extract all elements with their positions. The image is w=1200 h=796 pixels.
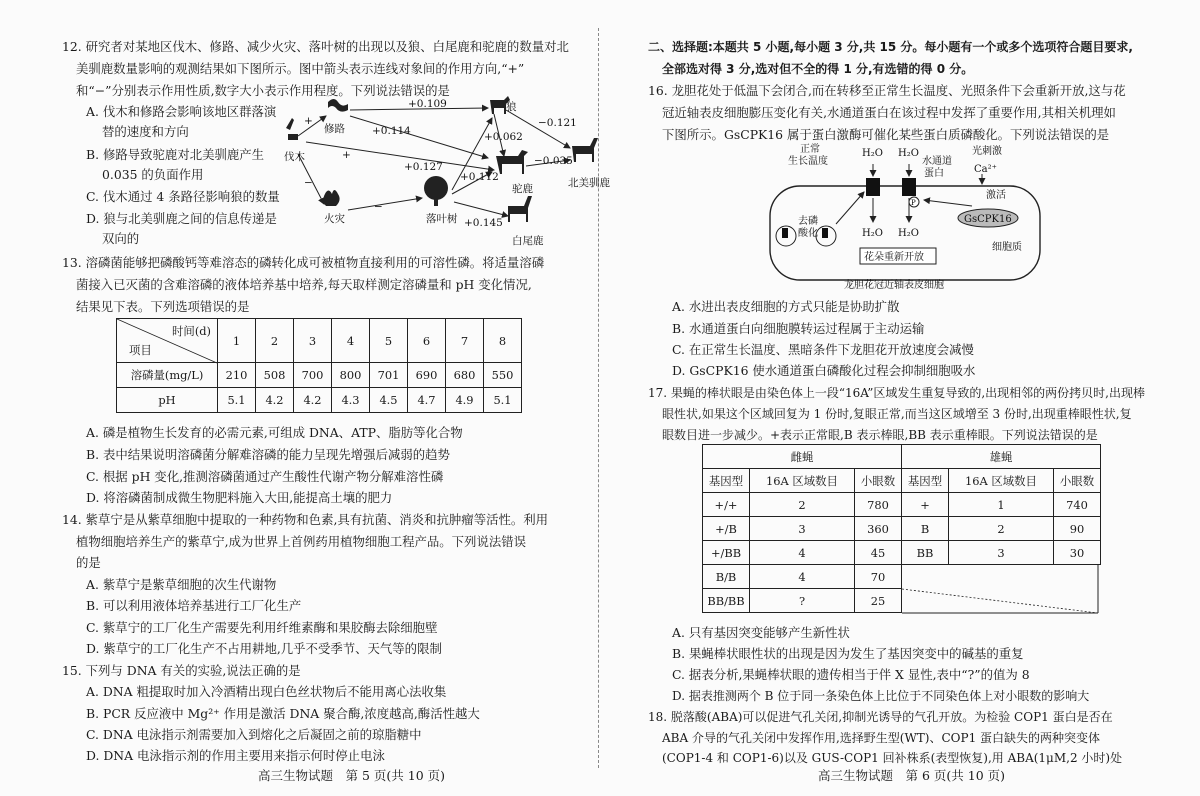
aquaporin-right <box>902 178 916 196</box>
q14-option-a: A. 紫草宁是紫草细胞的次生代谢物 <box>86 577 277 592</box>
dephos-label-1: 去磷 <box>798 216 818 227</box>
q13-header-row <box>117 319 522 363</box>
node-logging-label: 伐木 <box>284 151 305 163</box>
q17-cell: 4 <box>750 565 855 589</box>
q17-cell: 30 <box>1054 541 1101 565</box>
q13-cell: 700 <box>294 363 332 388</box>
q13-day-cell: 6 <box>408 319 446 363</box>
q16-option-c: C. 在正常生长温度、黑暗条件下龙胆花开放速度会减慢 <box>672 342 974 357</box>
aquaporin-left <box>866 178 880 196</box>
q17-cell: B/B <box>703 565 750 589</box>
page-5-footer: 高三生物试题 第 5 页(共 10 页) <box>258 768 446 783</box>
q13-option-d: D. 将溶磷菌制成微生物肥料施入大田,能提高土壤的肥力 <box>86 490 393 505</box>
q13-option-a: A. 磷是植物生长发育的必需元素,可组成 DNA、ATP、脂肪等化合物 <box>86 425 463 440</box>
q17-col-region: 16A 区域数目 <box>750 469 855 493</box>
q17-cell: 780 <box>855 493 902 517</box>
q16-option-d: D. GsCPK16 使水通道蛋白磷酸化过程会抑制细胞吸水 <box>672 363 976 378</box>
edge-deciduous-wolf: +0.127 <box>404 161 443 173</box>
q13-cell: 680 <box>446 363 484 388</box>
q13-cell: 5.1 <box>484 388 522 413</box>
aquaporin-label-1: 水通道 <box>922 156 952 167</box>
deciduous-tree-icon <box>424 176 448 200</box>
q17-stem-line-2: 眼性状,如果这个区域回复为 1 份时,复眼正常,而当这区域增至 3 份时,出现重棒眼性状,复 <box>662 407 1132 421</box>
q13-cell: 508 <box>256 363 294 388</box>
q13-day-cell: 7 <box>446 319 484 363</box>
water-bottom-left: H₂O <box>862 228 883 239</box>
q17-stem-line-3: 眼数目进一步减少。+表示正常眼,B 表示棒眼,BB 表示重棒眼。下列说法错误的是 <box>662 428 1098 442</box>
water-top-left: H₂O <box>862 148 883 159</box>
q16-stem-line-1: 16. 龙胆花处于低温下会闭合,而在转移至正常生长温度、光照条件下会重新开放,这与花 <box>648 83 1126 98</box>
q17-cell: 740 <box>1054 493 1101 517</box>
q13-cell: 210 <box>218 363 256 388</box>
edge-logging-fire-sign: − <box>304 177 313 189</box>
logging-icon <box>286 118 298 140</box>
normal-temp-label-1: 正常 <box>800 144 820 155</box>
q15-option-c: C. DNA 电泳指示剂需要加入到熔化之后凝固之前的琼脂糖中 <box>86 727 422 742</box>
q13-day-cell: 2 <box>256 319 294 363</box>
node-caribou-label: 北美驯鹿 <box>568 177 610 189</box>
q13-cell: 690 <box>408 363 446 388</box>
deer-icon <box>508 196 532 222</box>
q13-stem-line-1: 13. 溶磷菌能够把磷酸钙等难溶态的磷转化成可被植物直接利用的可溶性磷。将适量溶磷 <box>62 255 545 270</box>
edge-road-moose: +0.114 <box>372 125 411 137</box>
dephos-label-2: 酸化 <box>798 228 818 239</box>
q17-cell: B <box>902 517 949 541</box>
edge-logging-moose-sign: + <box>342 149 351 161</box>
q17-cell: + <box>902 493 949 517</box>
q15-stem-line-1: 15. 下列与 DNA 有关的实验,说法正确的是 <box>62 663 301 678</box>
q17-col-eyes: 小眼数 <box>855 469 902 493</box>
q12-option-a: A. 伐木和修路会影响该地区群落演 <box>86 104 277 119</box>
q17-cell: 70 <box>855 565 902 589</box>
q17-option-a: A. 只有基因突变能够产生新性状 <box>672 625 850 640</box>
calcium-label: Ca²⁺ <box>974 164 997 175</box>
q17-cell: +/+ <box>703 493 750 517</box>
reopen-label: 花朵重新开放 <box>864 252 924 263</box>
q13-cell: 4.9 <box>446 388 484 413</box>
q12-option-d-cont: 双向的 <box>102 231 140 246</box>
q17-option-c: C. 据表分析,果蝇棒状眼的遗传相当于伴 X 显性,表中“?”的值为 8 <box>672 667 1030 682</box>
q16-option-b: B. 水通道蛋白向细胞膜转运过程属于主动运输 <box>672 321 925 336</box>
node-moose-label: 驼鹿 <box>512 183 533 195</box>
q12-option-b-cont: 0.035 的负面作用 <box>102 167 204 182</box>
q17-cell: ? <box>750 589 855 613</box>
cell-label: 龙胆花冠近轴表皮细胞 <box>844 280 944 291</box>
q14-stem-line-1: 14. 紫草宁是从紫草细胞中提取的一种药物和色素,具有抗菌、消炎和抗肿瘤等活性。利用 <box>62 512 549 527</box>
q14-option-b: B. 可以利用液体培养基进行工厂化生产 <box>86 598 302 613</box>
edge-fire-deciduous-sign: − <box>374 201 383 213</box>
q13-option-b: B. 表中结果说明溶磷菌分解难溶磷的能力呈现先增强后减弱的趋势 <box>86 447 450 462</box>
q17-cell: 2 <box>949 517 1054 541</box>
normal-temp-label-2: 生长温度 <box>788 156 828 167</box>
q13-cell: 4.2 <box>256 388 294 413</box>
q17-stem-line-1: 17. 果蝇的棒状眼是由染色体上一段“16A”区域发生重复导致的,出现相邻的两份拷贝时,出现棒 <box>648 386 1145 400</box>
section-2-heading-line-1: 二、选择题:本题共 5 小题,每小题 3 分,共 15 分。每小题有一个或多个选项符合题目要求, <box>648 40 1133 54</box>
activate-label: 激活 <box>986 190 1006 201</box>
q17-cell: +/B <box>703 517 750 541</box>
q12-stem-line-2: 美驯鹿数量影响的观测结果如下图所示。图中箭头表示连线对象间的作用方向,“+” <box>76 61 525 76</box>
q17-cell: BB <box>902 541 949 565</box>
q16-stem-line-3: 下图所示。GsCPK16 属于蛋白激酶可催化某些蛋白质磷酸化。下列说法错误的是 <box>662 127 1110 142</box>
q17-option-b: B. 果蝇棒状眼性状的出现是因为发生了基因突变中的碱基的重复 <box>672 646 1024 661</box>
q17-row <box>703 541 1101 565</box>
q16-mechanism-diagram <box>766 140 1046 292</box>
q17-female-header: 雌蝇 <box>703 445 902 469</box>
q15-option-a: A. DNA 粗提取时加入冷酒精出现白色丝状物后不能用离心法收集 <box>86 684 447 699</box>
q13-cell: 550 <box>484 363 522 388</box>
q17-option-d: D. 据表推测两个 B 位于同一条染色体上比位于不同染色体上对小眼数的影响大 <box>672 689 1090 703</box>
node-road-label: 修路 <box>324 123 345 135</box>
q15-option-b: B. PCR 反应液中 Mg²⁺ 作用是激活 DNA 聚合酶,浓度越高,酶活性越大 <box>86 706 480 721</box>
q17-sex-row <box>703 445 1101 469</box>
q13-row-phosphorus <box>117 363 522 388</box>
q13-row-ph <box>117 388 522 413</box>
q18-stem-line-1: 18. 脱落酸(ABA)可以促进气孔关闭,抑制光诱导的气孔开放。为检验 COP1 蛋白是否在 <box>648 710 1113 724</box>
caribou-icon <box>572 138 598 162</box>
q17-genotype-table <box>702 444 1101 613</box>
q13-day-cell: 4 <box>332 319 370 363</box>
q13-option-c: C. 根据 pH 变化,推测溶磷菌通过产生酸性代谢产物分解难溶性磷 <box>86 469 444 484</box>
q17-cell: 25 <box>855 589 902 613</box>
q14-stem-line-3: 的是 <box>76 555 101 570</box>
q17-blank-cell <box>902 565 1101 613</box>
q17-cell: 3 <box>750 517 855 541</box>
q13-cell: 701 <box>370 363 408 388</box>
q17-col-genotype: 基因型 <box>902 469 949 493</box>
q17-row <box>703 517 1101 541</box>
q13-cell: 4.5 <box>370 388 408 413</box>
q14-option-d: D. 紫草宁的工厂化生产不占用耕地,几乎不受季节、天气等的限制 <box>86 641 442 656</box>
section-2-heading-line-2: 全部选对得 3 分,选对但不全的得 1 分,有选错的得 0 分。 <box>662 62 974 76</box>
q13-cell: 800 <box>332 363 370 388</box>
q13-stem-line-3: 结果见下表。下列选项错误的是 <box>76 299 250 314</box>
q18-stem-line-3: (COP1-4 和 COP1-6)以及 GUS-COP1 回补株系(表型恢复),用 ABA(1μM,2 小时)处 <box>662 751 1123 765</box>
edge-deciduous-deer: +0.145 <box>464 217 503 229</box>
node-deciduous-label: 落叶树 <box>426 213 458 225</box>
q17-row <box>703 565 1101 589</box>
q17-col-eyes: 小眼数 <box>1054 469 1101 493</box>
q13-cell: 5.1 <box>218 388 256 413</box>
fire-icon <box>323 190 339 206</box>
q13-cell: 4.2 <box>294 388 332 413</box>
q13-stem-line-2: 菌接入已灭菌的含难溶磷的液体培养基中培养,每天取样测定溶磷量和 pH 变化情况, <box>76 277 532 292</box>
gscpk16-label: GsCPK16 <box>964 214 1012 225</box>
q12-stem-line-1: 12. 研究者对某地区伐木、修路、减少火灾、落叶树的出现以及狼、白尾鹿和驼鹿的数量对北 <box>62 39 569 54</box>
water-top-right: H₂O <box>898 148 919 159</box>
node-fire-label: 火灾 <box>324 213 345 225</box>
q12-option-c: C. 伐木通过 4 条路径影响狼的数量 <box>86 189 280 204</box>
edge-wolf-moose: +0.062 <box>484 131 523 143</box>
q12-ecology-diagram <box>284 98 610 250</box>
q12-stem-line-3: 和“−”分别表示作用性质,数字大小表示作用程度。下列说法错误的是 <box>76 83 450 98</box>
q17-cell: 1 <box>949 493 1054 517</box>
q13-header-item: 项目 <box>129 343 152 357</box>
q13-day-cell: 5 <box>370 319 408 363</box>
q17-row <box>703 493 1101 517</box>
q17-col-region: 16A 区域数目 <box>949 469 1054 493</box>
q17-cell: 90 <box>1054 517 1101 541</box>
edge-moose-caribou: −0.035 <box>534 155 573 167</box>
q13-cell: 4.7 <box>408 388 446 413</box>
q12-option-b: B. 修路导致驼鹿对北美驯鹿产生 <box>86 147 265 162</box>
q13-row-label: pH <box>117 388 218 413</box>
q16-option-a: A. 水进出表皮细胞的方式只能是协助扩散 <box>672 299 900 314</box>
q14-option-c: C. 紫草宁的工厂化生产需要先利用纤维素酶和果胶酶去除细胞壁 <box>86 620 438 635</box>
q12-option-d: D. 狼与北美驯鹿之间的信息传递是 <box>86 211 277 226</box>
light-label: 光刺激 <box>972 146 1002 157</box>
q13-header-time: 时间(d) <box>172 324 211 338</box>
phosphate-label: P <box>911 199 916 207</box>
q17-col-header-row <box>703 469 1101 493</box>
q13-corner-cell <box>117 319 218 363</box>
q17-cell: 3 <box>949 541 1054 565</box>
q14-stem-line-2: 植物细胞培养生产的紫草宁,成为世界上首例药用植物细胞工程产品。下列说法错误 <box>76 534 527 549</box>
moose-icon <box>496 150 528 174</box>
q17-cell: 360 <box>855 517 902 541</box>
q13-day-cell: 1 <box>218 319 256 363</box>
q17-cell: +/BB <box>703 541 750 565</box>
q13-data-table <box>116 318 522 413</box>
water-bottom-right: H₂O <box>898 228 919 239</box>
q18-stem-line-2: ABA 介导的气孔关闭中发挥作用,选择野生型(WT)、COP1 蛋白缺失的两种突变体 <box>662 731 1101 745</box>
edge-deciduous-moose: +0.112 <box>460 171 499 183</box>
q17-cell: 45 <box>855 541 902 565</box>
edge-road-wolf: +0.109 <box>408 98 447 110</box>
q17-cell: 2 <box>750 493 855 517</box>
q13-day-cell: 3 <box>294 319 332 363</box>
page-6-footer: 高三生物试题 第 6 页(共 10 页) <box>818 768 1006 783</box>
q13-day-cell: 8 <box>484 319 522 363</box>
q16-stem-line-2: 冠近轴表皮细胞膨压变化有关,水通道蛋白在该过程中发挥了重要作用,其相关机理如 <box>662 105 1116 120</box>
edge-logging-road-sign: + <box>304 115 313 127</box>
q15-option-d: D. DNA 电泳指示剂的作用主要用来指示何时停止电泳 <box>86 748 385 763</box>
aquaporin-label-2: 蛋白 <box>924 168 944 179</box>
q17-cell: 4 <box>750 541 855 565</box>
edge-wolf-caribou: −0.121 <box>538 117 577 129</box>
q12-option-a-cont: 替的速度和方向 <box>102 124 189 139</box>
road-icon <box>328 99 348 112</box>
node-deer-label: 白尾鹿 <box>512 235 544 247</box>
q13-row-label: 溶磷量(mg/L) <box>117 363 218 388</box>
q17-cell: BB/BB <box>703 589 750 613</box>
cytoplasm-label: 细胞质 <box>992 242 1022 253</box>
q13-cell: 4.3 <box>332 388 370 413</box>
q17-male-header: 雄蝇 <box>902 445 1101 469</box>
q17-col-genotype: 基因型 <box>703 469 750 493</box>
node-wolf-label: 狼 <box>506 101 517 113</box>
